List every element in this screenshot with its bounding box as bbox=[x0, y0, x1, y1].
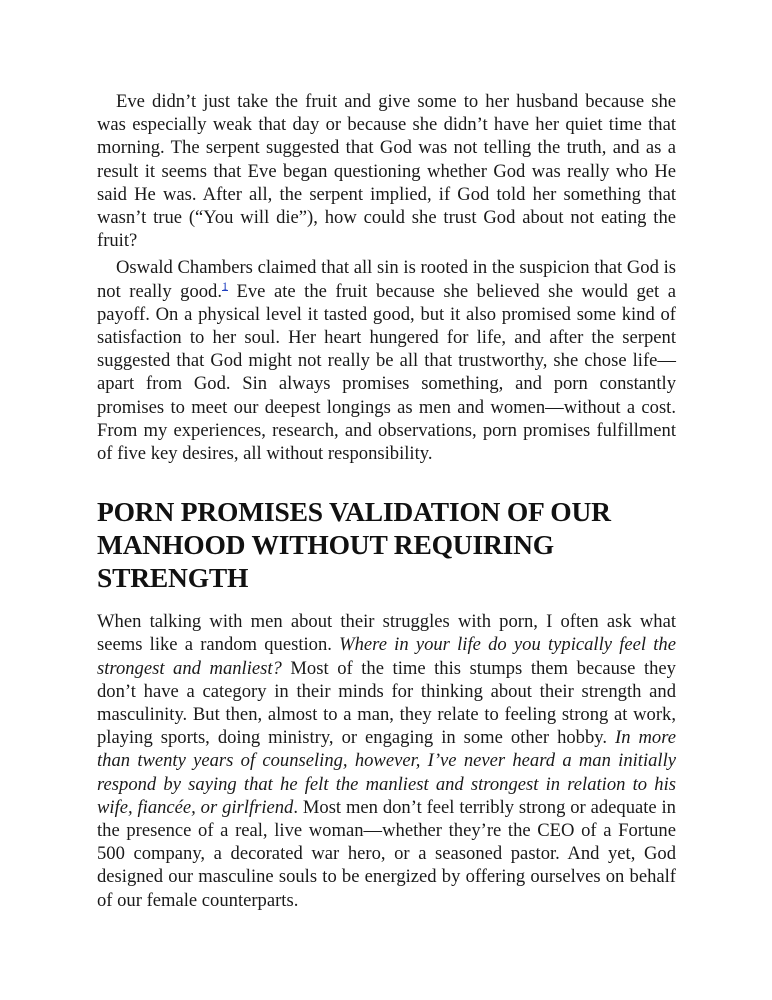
paragraph-text-part-1: When talking with men about their struggles with porn, I often ask what seems like a random question. bbox=[97, 611, 676, 656]
footnote-link[interactable]: 1 bbox=[222, 278, 228, 293]
section-heading bbox=[97, 495, 676, 594]
paragraph-text-before-footnote: Oswald Chambers claimed that all sin is rooted in the suspicion that God is not really good. bbox=[97, 257, 676, 302]
section-heading-line-3: STRENGTH bbox=[97, 562, 249, 594]
section-heading-line-2: MANHOOD WITHOUT REQUIRING bbox=[97, 529, 554, 561]
paragraph-text-after-footnote: Eve ate the fruit because she believed she would get a payoff. On a physical level it tasted good, but it also promised some kind of satisfaction to her soul. Her heart hungered for life, and after the serpent suggested that God might not really be all that trustworthy, she chose life—apart from God. Sin always promises something, and porn constantly promises to meet our deepest longings as men and women—without a cost. From my experiences, research, and observations, porn promises fulfillment of five key desires, all without responsibility. bbox=[97, 280, 677, 465]
body-paragraph-oswald-chambers bbox=[97, 256, 676, 465]
paragraph-text-part-2: Most of the time this stumps them because they don’t have a category in their minds for thinking about their strength and masculinity. But then, almost to a man, they relate to feeling strong at work, playing sports, doing ministry, or engaging in some other hobby. bbox=[97, 657, 676, 749]
section-heading-line-1: PORN PROMISES VALIDATION OF OUR bbox=[97, 496, 611, 528]
body-paragraph-eve-fruit: Eve didn’t just take the fruit and give some to her husband because she was especially weak that day or because she didn’t have her quiet time that morning. The serpent suggested that God was not telling the truth, and as a result it seems that Eve began questioning whether God was really who He said He was. After all, the serpent implied, if God told her something that wasn’t true (“You will die”), how could she trust God about not eating the fruit? bbox=[97, 91, 676, 252]
italic-counseling-observation: In more than twenty years of counseling, however, I’ve never heard a man initially respond by saying that he felt the manliest and strongest in relation to his wife, fiancée, or girlfriend bbox=[97, 727, 676, 818]
body-paragraph-counseling bbox=[97, 610, 676, 912]
paragraph-text-part-3: . Most men don’t feel terribly strong or adequate in the presence of a real, live woman—whether they’re the CEO of a Fortune 500 company, a decorated war hero, or a seasoned pastor. And yet, God designed our masculine souls to be energized by offering ourselves on behalf of our female counterparts. bbox=[97, 796, 676, 911]
italic-question: Where in your life do you typically feel the strongest and manliest? bbox=[97, 634, 676, 679]
